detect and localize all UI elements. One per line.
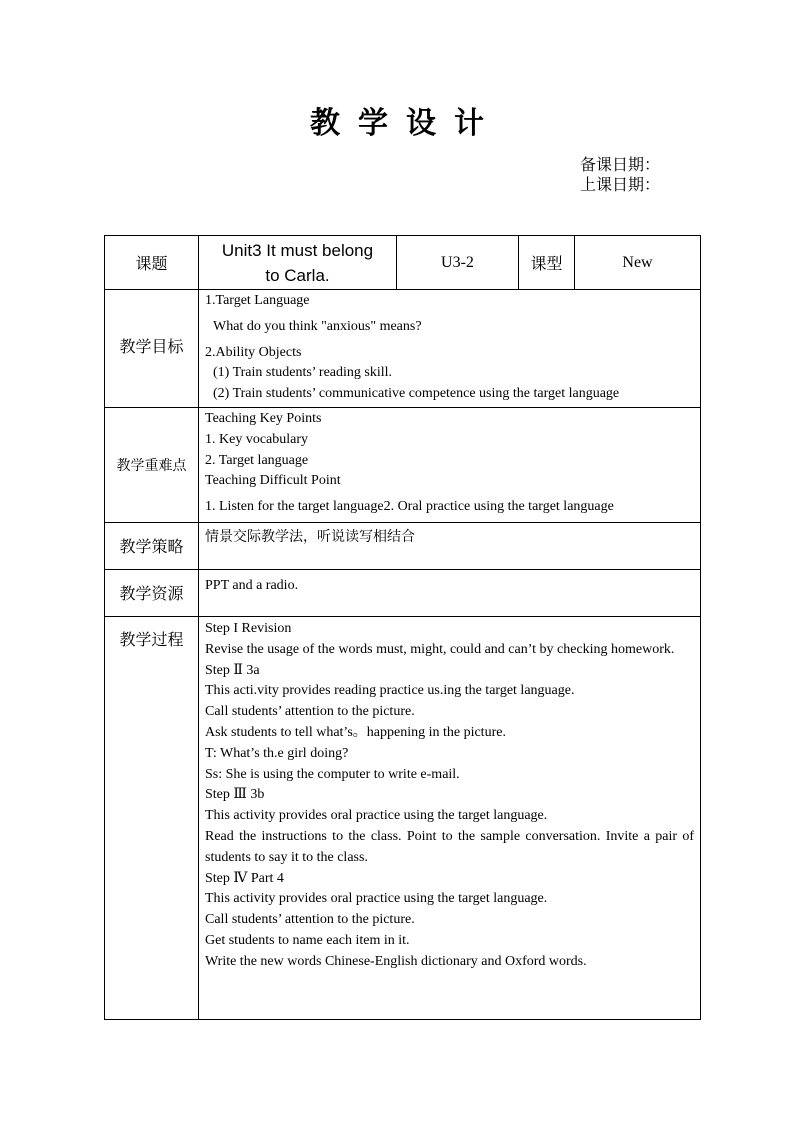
strategy-text: 情景交际教学法，听说读写相结合 (205, 528, 415, 545)
strategy-content (199, 522, 701, 569)
process-line: This activity provides oral practice using the target language. (205, 808, 548, 824)
objective-line: (1) Train students’ reading skill. (213, 365, 393, 381)
process-content (199, 616, 701, 1019)
topic-value (199, 236, 397, 290)
process-line: Get students to name each item in it. (205, 932, 410, 948)
objective-line: 1.Target Language (205, 293, 310, 308)
resources-content (199, 569, 701, 616)
resources-label-text: 教学资源 (119, 584, 184, 604)
process-line: Ask students to tell what’s。happening in the picture. (205, 724, 506, 740)
dates-block (580, 155, 660, 195)
objectives-label (105, 290, 199, 408)
process-line: Step Ⅳ Part 4 (205, 870, 284, 886)
process-line: This activity provides oral practice using the target language. (205, 891, 548, 907)
strategy-label (105, 522, 199, 569)
keypoint-line: Teaching Key Points (205, 410, 322, 426)
keypoints-label (105, 407, 199, 522)
topic-label: 课题 (105, 236, 199, 290)
keypoint-line: 1. Key vocabulary (205, 431, 309, 447)
process-label-text: 教学过程 (119, 629, 184, 649)
process-line: Call students’ attention to the picture. (205, 912, 415, 928)
strategy-label-text: 教学策略 (119, 537, 184, 557)
topic-line-1: Unit3 It must belong (221, 240, 374, 260)
keypoints-content (199, 407, 701, 522)
process-line: Write the new words Chinese-English dictionary and Oxford words. (205, 953, 587, 969)
header-row (105, 236, 701, 290)
objectives-content (199, 290, 701, 408)
process-line: Read the instructions to the class. Point to the sample conversation. Invite a pair of students to say it to the class. (205, 828, 694, 865)
keypoint-line: Teaching Difficult Point (205, 473, 341, 489)
process-line: Step I Revision (205, 620, 292, 636)
process-line: Call students’ attention to the picture. (205, 704, 415, 720)
keypoint-line: 1. Listen for the target language2. Oral practice using the target language (205, 499, 614, 515)
page-title: 教学设计 (310, 106, 502, 141)
process-line: Revise the usage of the words must, might, could and can’t by checking homework. (205, 641, 675, 657)
process-line: Step Ⅱ 3a (205, 662, 260, 678)
objective-line: (2) Train students’ communicative competence using the target language (213, 386, 620, 402)
resources-text: PPT and a radio. (205, 577, 299, 593)
keypoint-line: 2. Target language (205, 452, 309, 468)
strategy-row (105, 522, 701, 569)
process-line: T: What’s th.e girl doing? (205, 745, 349, 761)
process-line: Ss: She is using the computer to write e-mail. (205, 766, 460, 782)
process-label (105, 616, 199, 1019)
process-line: Step Ⅲ 3b (205, 787, 265, 803)
resources-row (105, 569, 701, 616)
keypoints-label-text: 教学重难点 (116, 457, 187, 474)
process-row (105, 616, 701, 1019)
objective-line: 2.Ability Objects (205, 344, 302, 360)
teach-date-label: 上课日期： (580, 175, 661, 194)
objectives-label-text: 教学目标 (119, 336, 184, 356)
topic-line-2: to Carla. (265, 265, 330, 285)
process-line: This acti.vity provides reading practice us.ing the target language. (205, 683, 575, 699)
resources-label (105, 569, 199, 616)
objective-line: What do you think "anxious" means? (213, 318, 422, 334)
type-label: 课型 (519, 236, 575, 290)
objectives-row (105, 290, 701, 408)
prepare-date-label: 备课日期： (580, 155, 661, 174)
keypoints-row (105, 407, 701, 522)
lesson-plan-table (104, 235, 701, 1020)
lesson-code: U3-2 (397, 236, 519, 290)
type-value: New (575, 236, 701, 290)
